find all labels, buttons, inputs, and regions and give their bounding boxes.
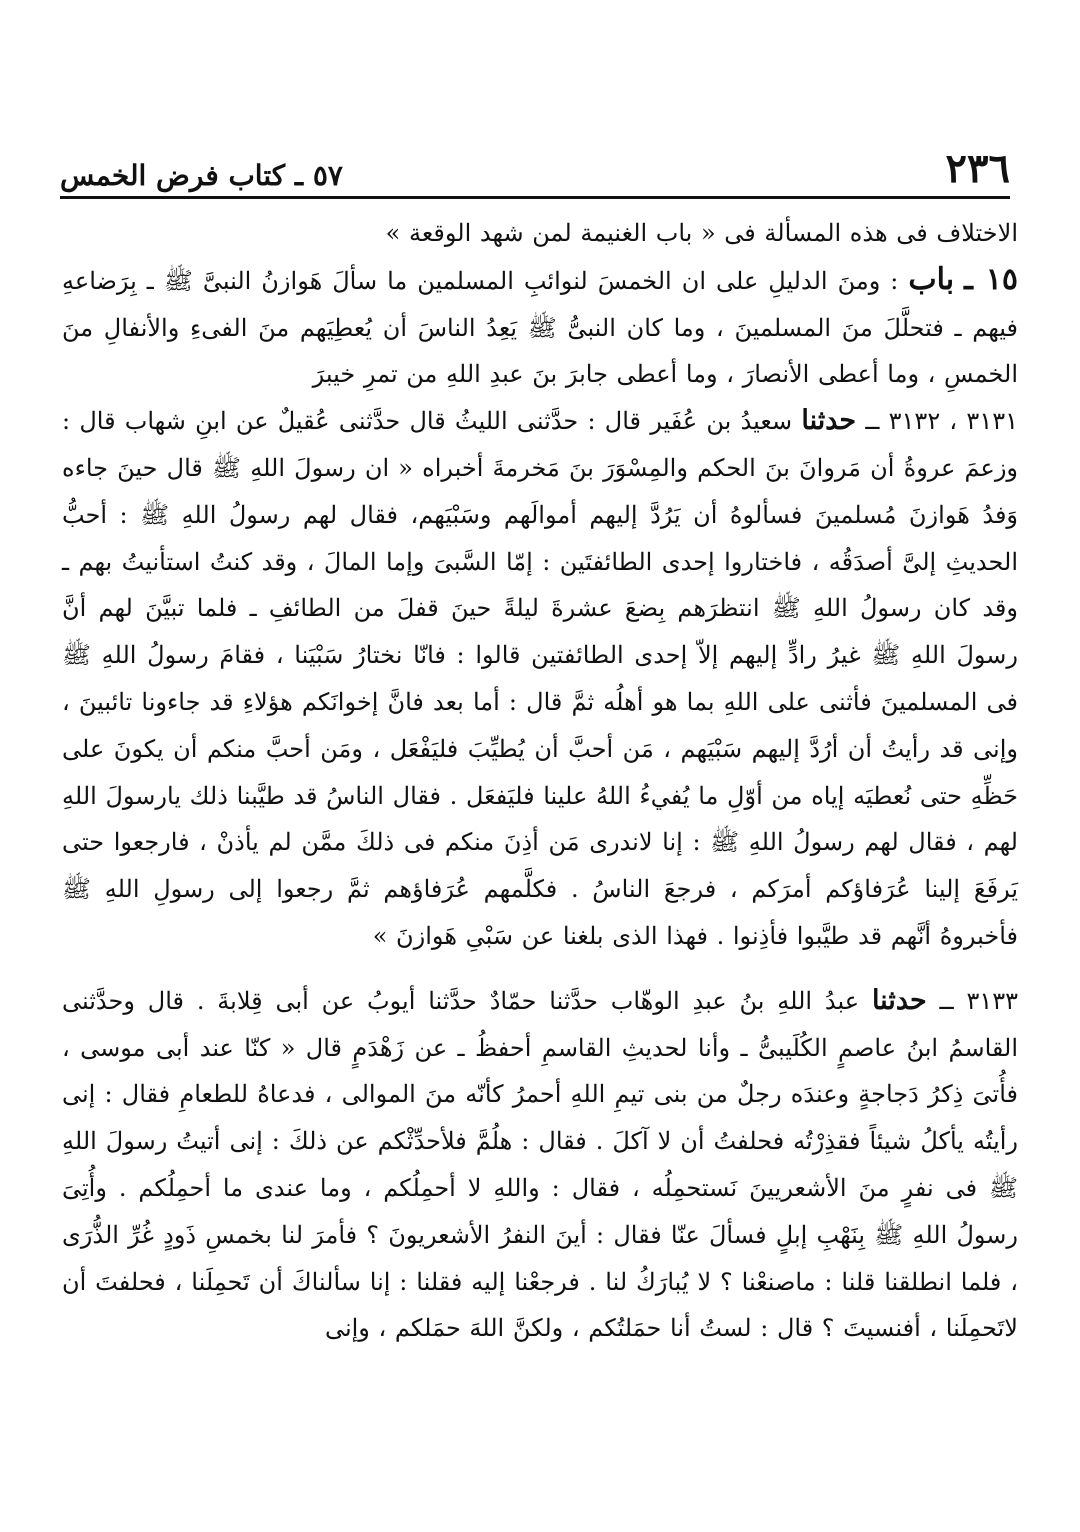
hadith-number: ٣١٣٣ ــ bbox=[939, 986, 1019, 1015]
page-number: ٢٣٦ bbox=[945, 145, 1010, 192]
hadith-number: ٣١٣١ ، ٣١٣٢ ــ bbox=[865, 407, 1018, 436]
bab-text: : ومنَ الدليلِ على ان الخمسَ لنوائبِ المسلمين ما سألَ هَوازنُ النبىَّ ﷺ ـ بِرَضاعهِ فيهم ـ فتحلَّلَ منَ المسلمينَ ، وما كان النبىُّ ﷺ يَعِدُ الناسَ أن يُعطِيَهم منَ الفىءِ والأنفالِ منَ الخمسِ ، وما أعطى الأنصارَ ، وما أعطى جابرَ بنَ عبدِ اللهِ من تمرِ خيبرَ bbox=[62, 266, 1018, 389]
continuation-text: الاختلاف فى هذه المسألة فى « باب الغنيمة لمن شهد الوقعة » bbox=[385, 219, 1018, 247]
haddathana-keyword: حدثنا bbox=[801, 405, 857, 437]
hadith-text: سعيدُ بن عُفَير قال : حدَّثنى الليثُ قال حدَّثنى عُقيلٌ عن ابنِ شهاب قال : وزعمَ عروةُ أن مَروانَ بنَ الحكم والمِسْوَرَ بنَ مَخرمةَ أخبراه « ان رسولَ اللهِ ﷺ قال حينَ جاءه وَفدُ هَوازنَ مُسلمينَ فسألوهُ أن يَرُدَّ إليهم أموالَهم وسَبْيَهم، فقال لهم رسولُ اللهِ ﷺ : أحبُّ الحديثِ إلىَّ أصدَقُه ، فاختاروا إحدى الطائفتَين : إمّا السَّبىَ وإما المالَ ، وقد كنتُ استأنيتُ بهم ـ وقد كان رسولُ اللهِ ﷺ انتظرَهم بِضعَ عشرةَ ليلةً حينَ قفلَ من الطائفِ ـ فلما تبيَّنَ لهم أنَّ رسولَ اللهِ ﷺ غيرُ رادٍّ إليهم إلاّ إحدى الطائفتين قالوا : فانّا نختارُ سَبْيَنا ، فقامَ رسولُ اللهِ ﷺ فى المسلمينَ فأثنى على اللهِ بما هو أهلُه ثمَّ قال : أما بعد فانَّ إخوانَكم هؤلاءِ قد جاءونا تائبينَ ، وإنى قد رأيتُ أن أرُدَّ إليهم سَبْيَهم ، مَن أحبَّ أن يُطيِّبَ فليَفْعَل ، ومَن أحبَّ منكم أن يكونَ على حَظِّهِ حتى نُعطيَه إياه من أوّلِ ما يُفيءُ اللهُ علينا فليَفعَل . فقال الناسُ قد طيَّبنا ذلك يارسولَ اللهِ لهم ، فقال لهم رسولُ اللهِ ﷺ : إنا لاندرى مَن أذِنَ منكم فى ذلكَ ممَّن لم يأذنْ ، فارجعوا حتى يَرفَعَ إلينا عُرَفاؤكم أمرَكم ، فرجعَ الناسُ . فكلَّمهم عُرَفاؤهم ثمَّ رجعوا إلى رسولِ اللهِ ﷺ فأخبروهُ أنَّهم قد طيَّبوا فأذِنوا . فهذا الذى بلغنا عن سَبْىِ هَوازنَ » bbox=[62, 407, 1019, 950]
chapter-title: ٥٧ ـ كتاب فرض الخمس bbox=[60, 159, 343, 192]
paragraph-hadith-3133 bbox=[62, 978, 1018, 1352]
page-header bbox=[60, 140, 1010, 192]
paragraph-bab-15 bbox=[62, 257, 1018, 398]
bab-heading: باب bbox=[908, 261, 955, 297]
header-divider bbox=[60, 196, 1010, 199]
paragraph-continuation bbox=[62, 210, 1018, 257]
hadith-text: عبدُ اللهِ بنُ عبدِ الوهّاب حدَّثنا حمّادٌ حدَّثنا أيوبُ عن أبى قِلابةَ . قال وحدَّثنى القاسمُ ابنُ عاصمٍ الكُلَيبىُّ ـ وأنا لحديثِ القاسمِ أحفظُ ـ عن زَهْدَمٍ قال « كنّا عند أبى موسى ، فأُتىَ ذِكرُ دَجاجةٍ وعندَه رجلٌ من بنى تيمِ اللهِ أحمرُ كأنّه منَ الموالى ، فدعاهُ للطعامِ فقال : إنى رأيتُه يأكلُ شيئاً فقذِرْتُه فحلفتُ أن لا آكلَ . فقال : هلُمَّ فلأحدِّثْكم عن ذلكَ : إنى أتيتُ رسولَ اللهِ ﷺ فى نفرٍ منَ الأشعريينَ نَستحمِلُه ، فقال : واللهِ لا أحمِلُكم ، وما عندى ما أحمِلُكم . وأُتِىَ رسولُ اللهِ ﷺ بِنَهْبِ إبلٍ فسألَ عنّا فقال : أينَ النفرُ الأشعريونَ ؟ فأمرَ لنا بخمسِ ذَودٍ غُرِّ الذُّرَى ، فلما انطلقنا قلنا : ماصنعْنا ؟ لا يُبارَكُ لنا . فرجعْنا إليه فقلنا : إنا سألناكَ أن تَحمِلَنا ، فحلفتَ أن لاتَحمِلَنا ، أفنسيتَ ؟ قال : لستُ أنا حمَلتُكم ، ولكنَّ اللهَ حمَلكم ، وإنى bbox=[62, 986, 1019, 1343]
bab-number: ١٥ ـ bbox=[964, 261, 1018, 297]
page-body bbox=[62, 210, 1018, 1352]
paragraph-hadith-3131 bbox=[62, 398, 1018, 960]
haddathana-keyword: حدثنا bbox=[871, 984, 927, 1016]
